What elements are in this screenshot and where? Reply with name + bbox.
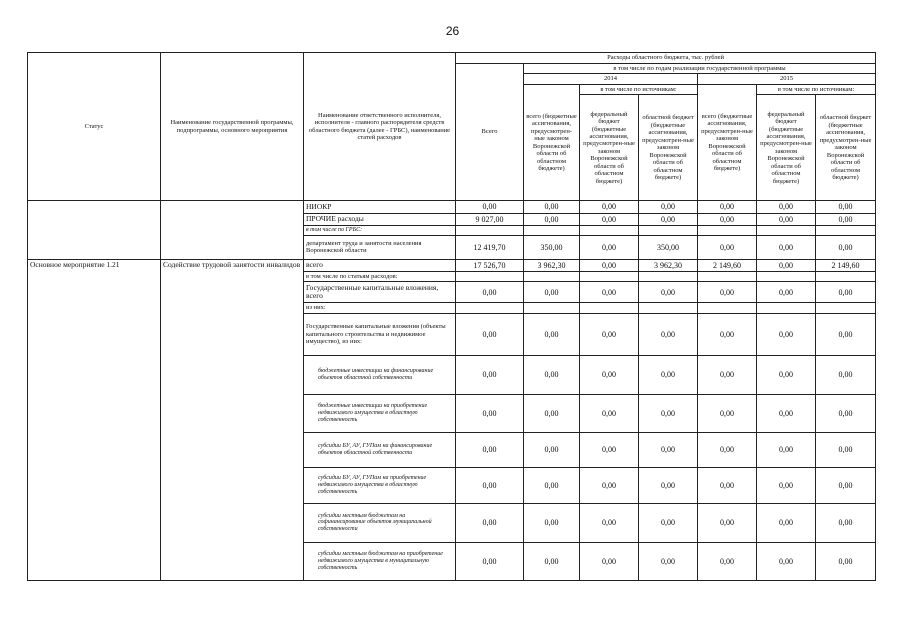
header-2015-regional: областной бюджет (бюджетные ассигнования, предусмотрен-ные законом Воронежской области об областном бюджете) [816,95,876,201]
row-label: бюджетные инвестиции на приобретение недвижимого имущества в областную собственность [304,394,456,432]
cell-value: 12 419,70 [456,235,524,259]
header-by-years: в том числе по годам реализации государственной программы [524,64,876,74]
table-row [28,201,876,213]
cell-value: 0,00 [639,282,698,303]
cell-value: 0,00 [757,467,816,503]
cell-value: 0,00 [639,467,698,503]
header-2015-sources: в том числе по источникам: [757,84,876,94]
cell-value: 0,00 [639,394,698,432]
cell-value: 0,00 [580,394,639,432]
cell-value: 3 962,30 [524,259,580,271]
header-status: Статус [28,53,161,201]
name-cell-empty [161,201,304,259]
cell-value: 0,00 [524,542,580,580]
row-label: субсидии БУ, АУ, ГУПам на приобретение недвижимого имущества в областную собственность [304,467,456,503]
cell-value: 0,00 [757,313,816,355]
cell-value: 0,00 [757,394,816,432]
cell-value: 0,00 [580,432,639,467]
row-label: департамент труда и занятости населения Воронежской области [304,235,456,259]
cell-value: 0,00 [524,213,580,225]
row-label: субсидии местным бюджетам на софинансирование объектов муниципальной собственности [304,503,456,542]
cell-value: 0,00 [698,467,757,503]
cell-value: 0,00 [816,432,876,467]
cell-value: 0,00 [456,432,524,467]
cell-value: 0,00 [524,503,580,542]
cell-value: 0,00 [698,282,757,303]
header-2014-total: всего (бюджетные ассигнования, предусмотрен-ные законом Воронежской области об областном бюджете) [524,84,580,200]
header-year-2015: 2015 [698,74,876,84]
cell-value: 0,00 [816,201,876,213]
measure-name: Содействие трудовой занятости инвалидов [161,259,304,580]
row-label: Государственные капитальные вложения (объекты капитального строительства и недвижимое имущество), из них: [304,313,456,355]
header-year-2014: 2014 [524,74,698,84]
row-label: Государственные капитальные вложения, всего [304,282,456,303]
cell-value: 0,00 [698,201,757,213]
cell-value: 0,00 [816,235,876,259]
header-2015-total: всего (бюджетные ассигнования, предусмотрен-ные законом Воронежской области об областном бюджете) [698,84,757,200]
cell-value: 0,00 [639,542,698,580]
row-label: всего [304,259,456,271]
cell-value: 0,00 [580,503,639,542]
row-label: субсидии БУ, АУ, ГУПам на финансирование объектов областной собственности [304,432,456,467]
header-expenses: Расходы областного бюджета, тыс. рублей [456,53,876,64]
cell-value: 350,00 [524,235,580,259]
cell-value: 0,00 [698,235,757,259]
header-program-name: Наименование государственной программы, подпрограммы, основного мероприятия [161,53,304,201]
cell-value: 0,00 [580,282,639,303]
cell-value: 2 149,60 [698,259,757,271]
cell-value: 9 027,00 [456,213,524,225]
cell-value: 0,00 [524,394,580,432]
cell-value: 0,00 [639,313,698,355]
cell-value: 0,00 [456,201,524,213]
row-label: НИОКР [304,201,456,213]
status-cell-empty [28,201,161,259]
cell-value: 0,00 [580,313,639,355]
cell-value: 0,00 [639,213,698,225]
cell-value: 0,00 [456,282,524,303]
cell-value: 0,00 [524,355,580,394]
header-2015-federal: федеральный бюджет (бюджетные ассигнования, предусмотрен-ные законом Воронежской области об областном бюджете) [757,95,816,201]
cell-value: 0,00 [757,213,816,225]
budget-table [27,52,876,581]
cell-value: 0,00 [639,355,698,394]
cell-value: 0,00 [698,542,757,580]
header-total: Всего [456,64,524,201]
cell-value: 0,00 [816,467,876,503]
cell-value: 0,00 [524,467,580,503]
cell-value: 17 526,70 [456,259,524,271]
cell-value: 0,00 [524,313,580,355]
cell-value: 0,00 [524,201,580,213]
cell-value: 0,00 [580,542,639,580]
cell-value: 0,00 [456,503,524,542]
cell-value: 350,00 [639,235,698,259]
cell-value: 2 149,60 [816,259,876,271]
cell-value: 0,00 [698,503,757,542]
cell-value: 0,00 [698,355,757,394]
cell-value: 0,00 [757,201,816,213]
cell-value: 0,00 [757,542,816,580]
cell-value: 0,00 [757,259,816,271]
cell-value: 0,00 [639,432,698,467]
cell-value: 0,00 [580,213,639,225]
cell-value: 0,00 [816,282,876,303]
row-label: субсидии местным бюджетам на приобретение недвижимого имущества в муниципальную собственность [304,542,456,580]
page-number: 26 [445,24,460,38]
header-executor: Наименование ответственного исполнителя, исполнителя - главного распорядителя средств областного бюджета (далее - ГРБС), наименование статей расходов [304,53,456,201]
cell-value: 0,00 [816,394,876,432]
row-label: бюджетные инвестиции на финансирование объектов областной собственности [304,355,456,394]
cell-value: 0,00 [816,213,876,225]
cell-value: 0,00 [580,355,639,394]
cell-value: 0,00 [757,282,816,303]
cell-value: 0,00 [757,432,816,467]
cell-value: 0,00 [524,432,580,467]
cell-value: 0,00 [698,313,757,355]
cell-value: 0,00 [456,467,524,503]
cell-value: 0,00 [698,213,757,225]
header-2014-regional: областной бюджет (бюджетные ассигнования, предусмотрен-ные законом Воронежской области об областном бюджете) [639,95,698,201]
cell-value: 0,00 [524,282,580,303]
header-2014-federal: федеральный бюджет (бюджетные ассигнования, предусмотрен-ные законом Воронежской области об областном бюджете) [580,95,639,201]
cell-value: 0,00 [456,542,524,580]
cell-value: 0,00 [757,503,816,542]
cell-value: 0,00 [580,259,639,271]
cell-value: 0,00 [698,394,757,432]
cell-value: 0,00 [757,355,816,394]
cell-value: 0,00 [456,394,524,432]
row-label: ПРОЧИЕ расходы [304,213,456,225]
cell-value: 0,00 [816,355,876,394]
cell-value: 0,00 [698,432,757,467]
cell-value: 3 962,30 [639,259,698,271]
cell-value: 0,00 [456,355,524,394]
row-label: из них: [304,303,456,313]
header-2014-sources: в том числе по источникам: [580,84,698,94]
cell-value: 0,00 [639,201,698,213]
cell-value: 0,00 [580,235,639,259]
cell-value: 0,00 [757,235,816,259]
measure-status: Основное мероприятие 1.21 [28,259,161,580]
table-row [28,259,876,271]
cell-value: 0,00 [816,313,876,355]
cell-value: 0,00 [580,467,639,503]
row-label: в том числе по ГРБС: [304,225,456,235]
cell-value: 0,00 [816,542,876,580]
cell-value: 0,00 [580,201,639,213]
cell-value: 0,00 [639,503,698,542]
cell-value: 0,00 [816,503,876,542]
row-label: в том числе по статьям расходов: [304,271,456,281]
cell-value: 0,00 [456,313,524,355]
